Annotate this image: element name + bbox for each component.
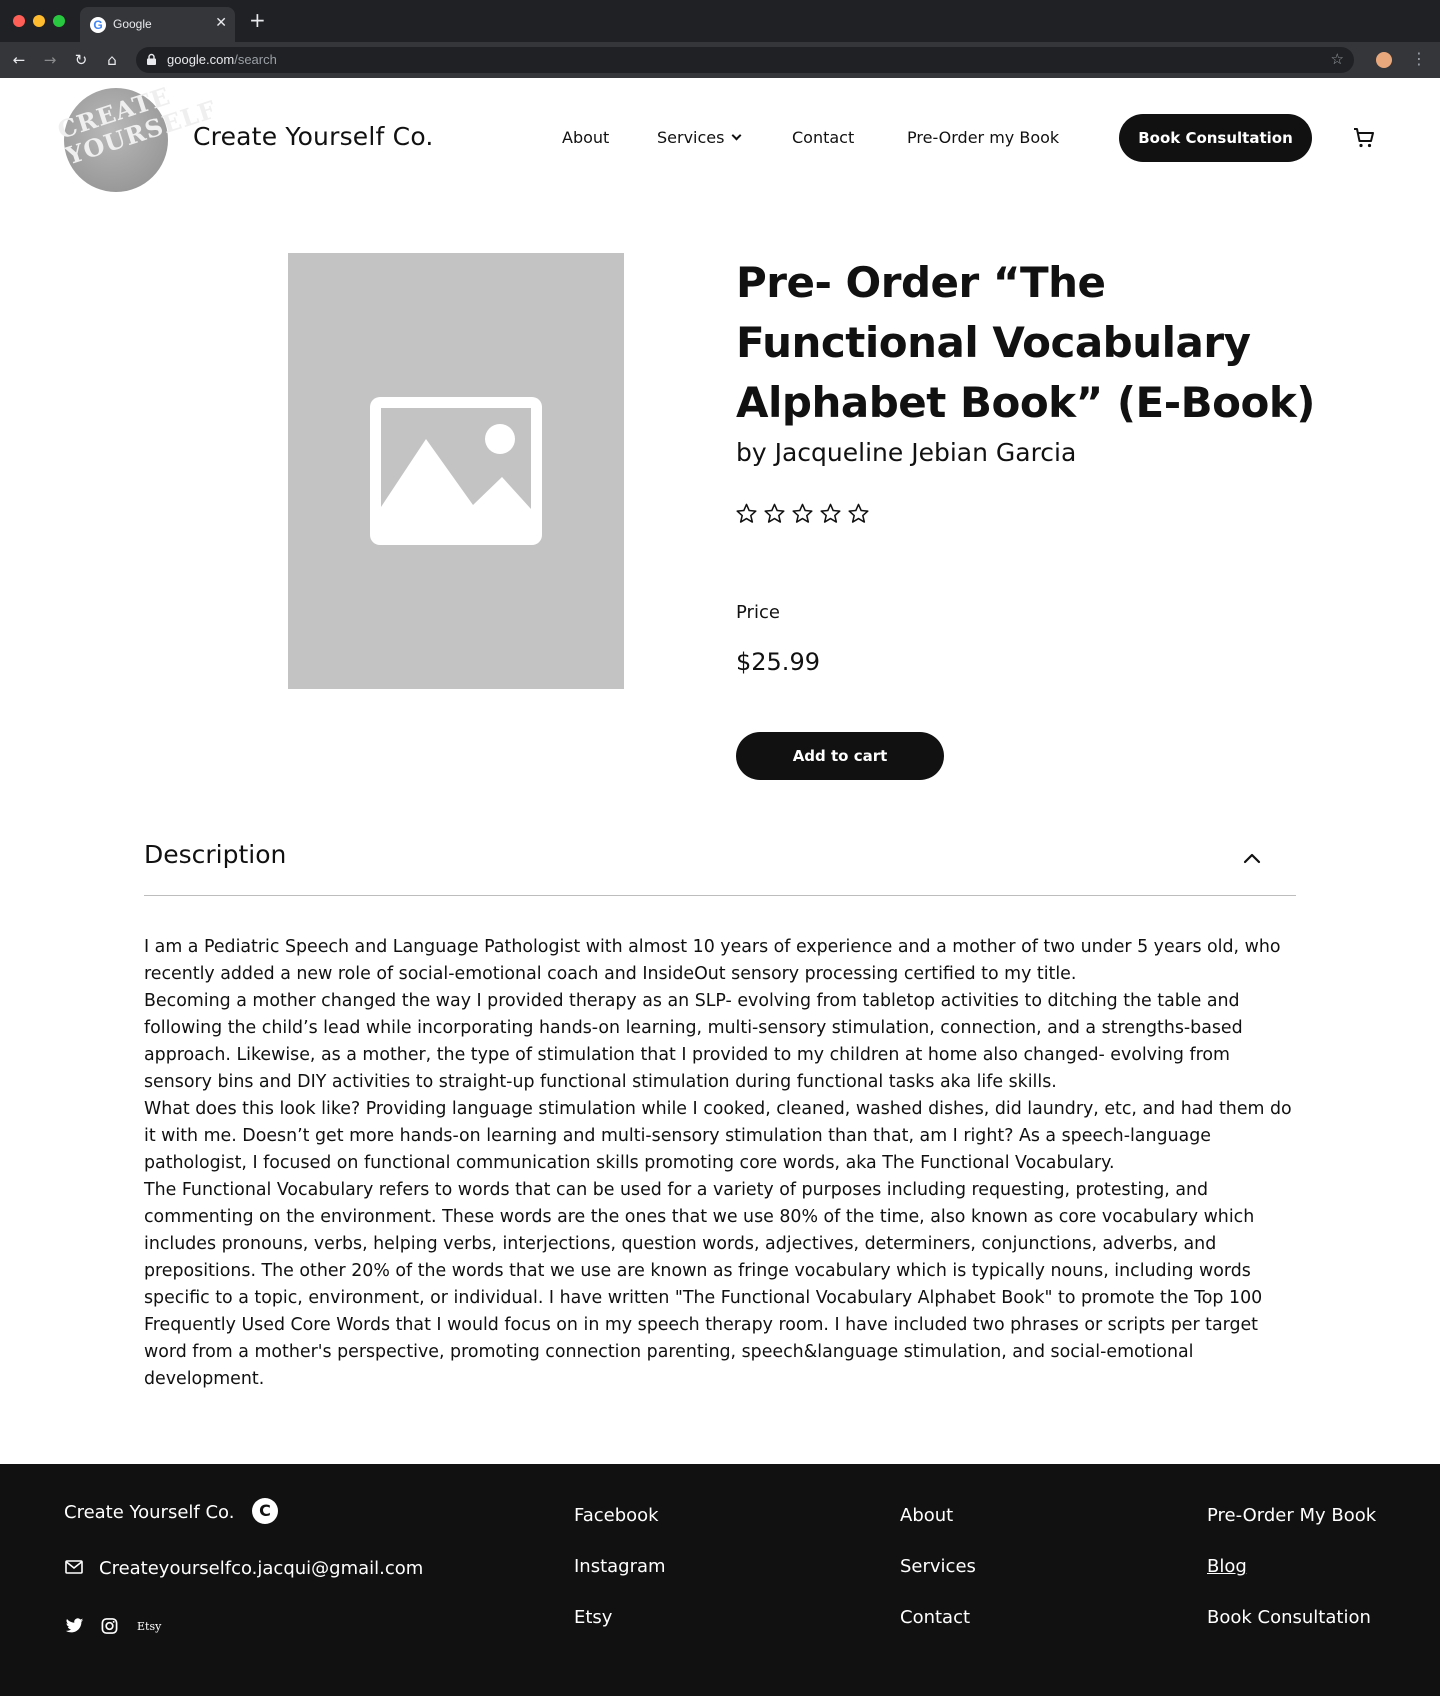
lock-icon — [147, 54, 156, 65]
star-outline-icon[interactable] — [763, 502, 786, 525]
home-icon[interactable]: ⌂ — [107, 51, 117, 69]
star-outline-icon[interactable] — [791, 502, 814, 525]
price-value: $25.99 — [736, 648, 820, 676]
add-to-cart-button[interactable]: Add to cart — [736, 732, 944, 780]
browser-toolbar — [0, 42, 1440, 78]
window-close-button[interactable] — [13, 15, 25, 27]
product-author: by Jacqueline Jebian Garcia — [736, 438, 1077, 467]
twitter-icon[interactable] — [65, 1617, 84, 1635]
image-placeholder-icon — [370, 397, 542, 545]
footer-link-blog[interactable]: Blog — [1207, 1556, 1247, 1577]
nav-preorder[interactable]: Pre-Order my Book — [907, 128, 1060, 147]
footer-link-contact[interactable]: Contact — [900, 1607, 971, 1628]
footer-link-book-consultation[interactable]: Book Consultation — [1207, 1607, 1371, 1628]
product-image — [288, 253, 624, 689]
google-favicon-icon: G — [90, 17, 106, 33]
url-path: /search — [234, 52, 277, 67]
close-tab-icon[interactable]: ✕ — [215, 15, 227, 31]
description-paragraph: The Functional Vocabulary refers to words that can be used for a variety of purposes including requesting, protesting, and commenting on the environment. These words are the ones that we use 80% of the time, also known as core vocabulary which includes pronouns, verbs, helping verbs, interjections, question words, adjectives, determiners, conjunctions, adverbs, and prepositions. The other 20% of the words that we use are known as fringe vocabulary which is typically nouns, including words specific to a topic, environment, or individual. I have written "The Functional Vocabulary Alphabet Book" to promote the Top 100 Frequently Used Core Words that I would focus on in my speech therapy room. I have included two phrases or scripts per target word from a mother's perspective, promoting connection parenting, speech&language stimulation, and social-emotional development. — [144, 1180, 1263, 1389]
nav-contact[interactable]: Contact — [792, 128, 855, 147]
profile-avatar[interactable] — [1376, 52, 1392, 68]
star-outline-icon[interactable] — [735, 502, 758, 525]
nav-about[interactable]: About — [562, 128, 610, 147]
star-outline-icon[interactable] — [819, 502, 842, 525]
footer-link-services[interactable]: Services — [900, 1556, 976, 1577]
brand-c-icon: C — [252, 1498, 278, 1524]
chevron-down-icon — [732, 131, 742, 141]
instagram-icon[interactable] — [101, 1617, 118, 1635]
url-host: google.com — [167, 52, 235, 67]
book-consultation-button[interactable]: Book Consultation — [1119, 114, 1312, 162]
brand-name[interactable]: Create Yourself Co. — [193, 122, 434, 151]
description-body — [144, 934, 1296, 1393]
price-label: Price — [736, 602, 780, 623]
rating-stars[interactable] — [735, 502, 870, 532]
url-text — [167, 52, 277, 67]
footer-email-link[interactable]: Createyourselfco.jacqui@gmail.com — [99, 1558, 424, 1579]
back-arrow-icon[interactable]: ← — [12, 51, 26, 69]
footer-brand: Create Yourself Co. — [64, 1502, 235, 1523]
footer-link-preorder[interactable]: Pre-Order My Book — [1207, 1505, 1377, 1526]
description-divider — [144, 895, 1296, 896]
window-maximize-button[interactable] — [53, 15, 65, 27]
browser-menu-icon[interactable]: ⋮ — [1411, 49, 1427, 68]
footer-link-facebook[interactable]: Facebook — [574, 1505, 659, 1526]
nav-services[interactable] — [657, 128, 740, 147]
description-paragraph: What does this look like? Providing language stimulation while I cooked, cleaned, washed dishes, did laundry, etc, and had them do it with me. Doesn’t get more hands-on learning and multi-sensory stimulation than that, am I right? As a speech-language pathologist, I focused on functional communication skills promoting core words, aka The Functional Vocabulary. — [144, 1099, 1292, 1173]
cart-icon[interactable] — [1352, 126, 1376, 150]
logo-lettering: CREATE YOURSELF — [53, 80, 220, 171]
address-bar[interactable] — [136, 47, 1354, 73]
reload-icon[interactable]: ↻ — [74, 51, 88, 69]
mail-icon — [65, 1560, 83, 1574]
description-paragraph: Becoming a mother changed the way I provided therapy as an SLP- evolving from tabletop activities to ditching the table and following the child’s lead while incorporating hands-on learning, multi-sensory stimulation, connection, and a strengths-based approach. Likewise, as a mother, the type of stimulation that I provided to my children at home also changed- evolving from sensory bins and DIY activities to straight-up functional stimulation during functional tasks aka life skills. — [144, 991, 1243, 1092]
description-heading[interactable]: Description — [144, 840, 287, 869]
nav-services-label: Services — [657, 128, 725, 147]
etsy-icon[interactable]: Etsy — [137, 1620, 162, 1633]
site-logo[interactable] — [53, 80, 220, 192]
window-minimize-button[interactable] — [33, 15, 45, 27]
forward-arrow-icon[interactable]: → — [43, 51, 57, 69]
product-title: Pre- Order “The Functional Vocabulary Alphabet Book” (E-Book) — [736, 258, 1316, 427]
bookmark-star-icon[interactable]: ☆ — [1330, 50, 1344, 68]
tab-title: Google — [113, 17, 152, 31]
footer-link-instagram[interactable]: Instagram — [574, 1556, 666, 1577]
browser-tab-strip — [0, 0, 1440, 42]
browser-tab[interactable] — [80, 7, 235, 42]
new-tab-button[interactable]: + — [249, 8, 266, 32]
site-footer — [0, 1464, 1440, 1696]
chevron-up-icon[interactable] — [1241, 847, 1263, 869]
footer-link-about[interactable]: About — [900, 1505, 954, 1526]
star-outline-icon[interactable] — [847, 502, 870, 525]
footer-link-etsy[interactable]: Etsy — [574, 1607, 613, 1628]
description-paragraph: I am a Pediatric Speech and Language Pathologist with almost 10 years of experience and a mother of two under 5 years old, who recently added a new role of social-emotional coach and InsideOut sensory processing certified to my title. — [144, 937, 1281, 984]
